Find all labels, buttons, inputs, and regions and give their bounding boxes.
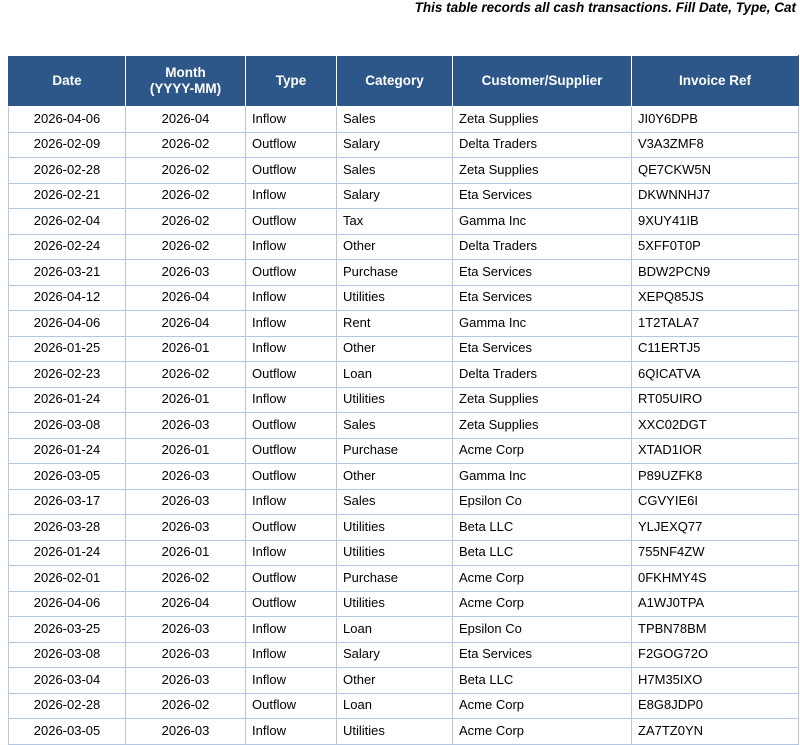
table-cell: Outflow — [246, 260, 337, 286]
table-cell: 2026-03-17 — [9, 489, 126, 515]
table-cell: Epsilon Co — [453, 617, 632, 643]
table-cell: TPBN78BM — [632, 617, 799, 643]
table-cell: 2026-03-04 — [9, 668, 126, 694]
table-cell: Outflow — [246, 158, 337, 184]
table-cell: 2026-03 — [126, 260, 246, 286]
table-cell: 2026-02 — [126, 566, 246, 592]
table-cell: 2026-03 — [126, 464, 246, 490]
table-cell: 2026-03 — [126, 668, 246, 694]
table-cell: 2026-03 — [126, 617, 246, 643]
table-cell: Other — [337, 336, 453, 362]
table-cell: 2026-01-24 — [9, 387, 126, 413]
table-cell: 755NF4ZW — [632, 540, 799, 566]
table-row — [9, 234, 799, 260]
table-cell: XTAD1IOR — [632, 438, 799, 464]
table-cell: 2026-03-05 — [9, 464, 126, 490]
table-cell: ZA7TZ0YN — [632, 719, 799, 745]
table-cell: 2026-02-09 — [9, 132, 126, 158]
table-cell: YLJEXQ77 — [632, 515, 799, 541]
table-cell: 2026-03 — [126, 413, 246, 439]
table-cell: 2026-01-24 — [9, 438, 126, 464]
table-cell: 2026-01-25 — [9, 336, 126, 362]
table-cell: 1T2TALA7 — [632, 311, 799, 337]
table-row — [9, 107, 799, 133]
table-cell: RT05UIRO — [632, 387, 799, 413]
table-cell: CGVYIE6I — [632, 489, 799, 515]
table-cell: Other — [337, 234, 453, 260]
table-cell: Delta Traders — [453, 362, 632, 388]
instruction-note: This table records all cash transactions. Fill Date, Type, Cat — [414, 0, 796, 15]
table-row — [9, 464, 799, 490]
table-row — [9, 183, 799, 209]
column-header-customer-supplier-label: Customer/Supplier — [481, 73, 603, 89]
table-cell: Acme Corp — [453, 566, 632, 592]
table-row — [9, 515, 799, 541]
table-body — [9, 107, 799, 745]
table-cell: Acme Corp — [453, 693, 632, 719]
table-cell: Outflow — [246, 515, 337, 541]
table-cell: Sales — [337, 107, 453, 133]
table-cell: Loan — [337, 362, 453, 388]
table-cell: Inflow — [246, 285, 337, 311]
table-cell: 9XUY41IB — [632, 209, 799, 235]
table-cell: 2026-04 — [126, 591, 246, 617]
table-cell: 2026-01-24 — [9, 540, 126, 566]
table-cell: Utilities — [337, 285, 453, 311]
column-header-customer-supplier — [453, 56, 632, 107]
table-cell: Eta Services — [453, 183, 632, 209]
table-cell: Salary — [337, 642, 453, 668]
table-cell: 2026-03-21 — [9, 260, 126, 286]
table-cell: Salary — [337, 183, 453, 209]
table-cell: 2026-03-28 — [9, 515, 126, 541]
table-row — [9, 209, 799, 235]
table-cell: 2026-03 — [126, 719, 246, 745]
table-cell: Outflow — [246, 132, 337, 158]
table-cell: Delta Traders — [453, 234, 632, 260]
column-header-date-label: Date — [52, 73, 82, 89]
table-cell: Tax — [337, 209, 453, 235]
table-cell: Beta LLC — [453, 540, 632, 566]
table-row — [9, 668, 799, 694]
table-cell: Inflow — [246, 183, 337, 209]
table-cell: 2026-02 — [126, 362, 246, 388]
table-cell: Inflow — [246, 617, 337, 643]
table-cell: Epsilon Co — [453, 489, 632, 515]
table-cell: Beta LLC — [453, 515, 632, 541]
table-row — [9, 311, 799, 337]
table-cell: Utilities — [337, 540, 453, 566]
table-cell: Utilities — [337, 387, 453, 413]
table-cell: Sales — [337, 413, 453, 439]
column-header-invoice-ref-label: Invoice Ref — [678, 73, 752, 89]
table-cell: 2026-03-08 — [9, 642, 126, 668]
table-cell: Purchase — [337, 438, 453, 464]
table-cell: Eta Services — [453, 285, 632, 311]
table-cell: 2026-01 — [126, 540, 246, 566]
table-cell: Inflow — [246, 311, 337, 337]
table-cell: Zeta Supplies — [453, 413, 632, 439]
table-cell: Inflow — [246, 234, 337, 260]
table-cell: 2026-04-12 — [9, 285, 126, 311]
table-cell: Inflow — [246, 489, 337, 515]
table-cell: Rent — [337, 311, 453, 337]
table-row — [9, 566, 799, 592]
table-cell: Loan — [337, 617, 453, 643]
cash-transactions-table — [8, 55, 799, 745]
table-cell: Gamma Inc — [453, 209, 632, 235]
table-cell: Outflow — [246, 413, 337, 439]
table-row — [9, 336, 799, 362]
table-cell: 6QICATVA — [632, 362, 799, 388]
table-cell: H7M35IXO — [632, 668, 799, 694]
table-cell: Purchase — [337, 566, 453, 592]
column-header-category — [337, 56, 453, 107]
table-row — [9, 591, 799, 617]
table-cell: Sales — [337, 158, 453, 184]
table-cell: JI0Y6DPB — [632, 107, 799, 133]
table-cell: Zeta Supplies — [453, 158, 632, 184]
table-cell: F2GOG72O — [632, 642, 799, 668]
table-row — [9, 693, 799, 719]
table-cell: Outflow — [246, 464, 337, 490]
table-cell: Outflow — [246, 209, 337, 235]
table-cell: Outflow — [246, 591, 337, 617]
table-row — [9, 285, 799, 311]
table-row — [9, 413, 799, 439]
column-header-type — [246, 56, 337, 107]
table-cell: Eta Services — [453, 260, 632, 286]
table-cell: Beta LLC — [453, 668, 632, 694]
table-cell: BDW2PCN9 — [632, 260, 799, 286]
table-cell: 2026-02 — [126, 183, 246, 209]
table-row — [9, 362, 799, 388]
table-cell: Salary — [337, 132, 453, 158]
table-cell: Delta Traders — [453, 132, 632, 158]
table-cell: 2026-01 — [126, 336, 246, 362]
table-row — [9, 642, 799, 668]
table-cell: 2026-01 — [126, 387, 246, 413]
table-cell: Inflow — [246, 387, 337, 413]
table-cell: A1WJ0TPA — [632, 591, 799, 617]
column-header-date — [9, 56, 126, 107]
table-cell: Other — [337, 464, 453, 490]
table-cell: 2026-02 — [126, 234, 246, 260]
table-cell: Outflow — [246, 693, 337, 719]
table-row — [9, 158, 799, 184]
table-cell: Sales — [337, 489, 453, 515]
table-cell: QE7CKW5N — [632, 158, 799, 184]
table-row — [9, 438, 799, 464]
table-cell: 2026-02 — [126, 158, 246, 184]
table-cell: 2026-04 — [126, 311, 246, 337]
table-cell: 0FKHMY4S — [632, 566, 799, 592]
table-cell: 2026-02-28 — [9, 693, 126, 719]
table-row — [9, 617, 799, 643]
table-cell: 2026-04 — [126, 285, 246, 311]
table-cell: Eta Services — [453, 336, 632, 362]
table-cell: 2026-04-06 — [9, 591, 126, 617]
table-cell: Gamma Inc — [453, 464, 632, 490]
table-header-row — [9, 56, 799, 107]
table-cell: 2026-02 — [126, 209, 246, 235]
table-cell: V3A3ZMF8 — [632, 132, 799, 158]
table-cell: Inflow — [246, 540, 337, 566]
table-cell: 2026-02-24 — [9, 234, 126, 260]
table-cell: Eta Services — [453, 642, 632, 668]
table-cell: 2026-03-25 — [9, 617, 126, 643]
table-cell: 2026-01 — [126, 438, 246, 464]
table-cell: E8G8JDP0 — [632, 693, 799, 719]
table-cell: Outflow — [246, 362, 337, 388]
column-header-category-label: Category — [365, 73, 424, 89]
table-cell: Utilities — [337, 591, 453, 617]
table-row — [9, 387, 799, 413]
table-cell: Inflow — [246, 668, 337, 694]
table-cell: Zeta Supplies — [453, 107, 632, 133]
column-header-type-label: Type — [275, 73, 307, 89]
column-header-month — [126, 56, 246, 107]
table-cell: 5XFF0T0P — [632, 234, 799, 260]
table-row — [9, 132, 799, 158]
table-cell: 2026-02-23 — [9, 362, 126, 388]
column-header-month-format: (YYYY-MM) — [149, 81, 222, 96]
table-cell: 2026-02-21 — [9, 183, 126, 209]
table-cell: XEPQ85JS — [632, 285, 799, 311]
table-cell: 2026-03 — [126, 515, 246, 541]
table-cell: Acme Corp — [453, 719, 632, 745]
table-cell: Inflow — [246, 719, 337, 745]
table-cell: Utilities — [337, 515, 453, 541]
table-cell: 2026-02 — [126, 132, 246, 158]
table-row — [9, 489, 799, 515]
table-cell: Inflow — [246, 107, 337, 133]
table-cell: 2026-02-01 — [9, 566, 126, 592]
table-header — [9, 56, 799, 107]
table-cell: 2026-03-05 — [9, 719, 126, 745]
table-cell: 2026-04-06 — [9, 311, 126, 337]
table-cell: XXC02DGT — [632, 413, 799, 439]
table-cell: Outflow — [246, 438, 337, 464]
table-cell: Purchase — [337, 260, 453, 286]
table-cell: Other — [337, 668, 453, 694]
table-cell: 2026-04 — [126, 107, 246, 133]
table-row — [9, 260, 799, 286]
table-row — [9, 719, 799, 745]
table-cell: Loan — [337, 693, 453, 719]
table-cell: 2026-02-28 — [9, 158, 126, 184]
table-cell: Acme Corp — [453, 591, 632, 617]
table-cell: Inflow — [246, 642, 337, 668]
table-cell: 2026-03 — [126, 489, 246, 515]
table-row — [9, 540, 799, 566]
table-cell: DKWNNHJ7 — [632, 183, 799, 209]
table-cell: Inflow — [246, 336, 337, 362]
cash-transactions-table-wrapper — [8, 55, 798, 745]
table-cell: Outflow — [246, 566, 337, 592]
table-cell: P89UZFK8 — [632, 464, 799, 490]
table-cell: 2026-04-06 — [9, 107, 126, 133]
table-cell: 2026-03-08 — [9, 413, 126, 439]
table-cell: C11ERTJ5 — [632, 336, 799, 362]
table-cell: Zeta Supplies — [453, 387, 632, 413]
table-cell: Acme Corp — [453, 438, 632, 464]
table-cell: 2026-02-04 — [9, 209, 126, 235]
column-header-month-label: Month — [165, 65, 206, 81]
table-cell: 2026-02 — [126, 693, 246, 719]
column-header-invoice-ref — [632, 56, 799, 107]
table-cell: 2026-03 — [126, 642, 246, 668]
table-cell: Gamma Inc — [453, 311, 632, 337]
table-cell: Utilities — [337, 719, 453, 745]
